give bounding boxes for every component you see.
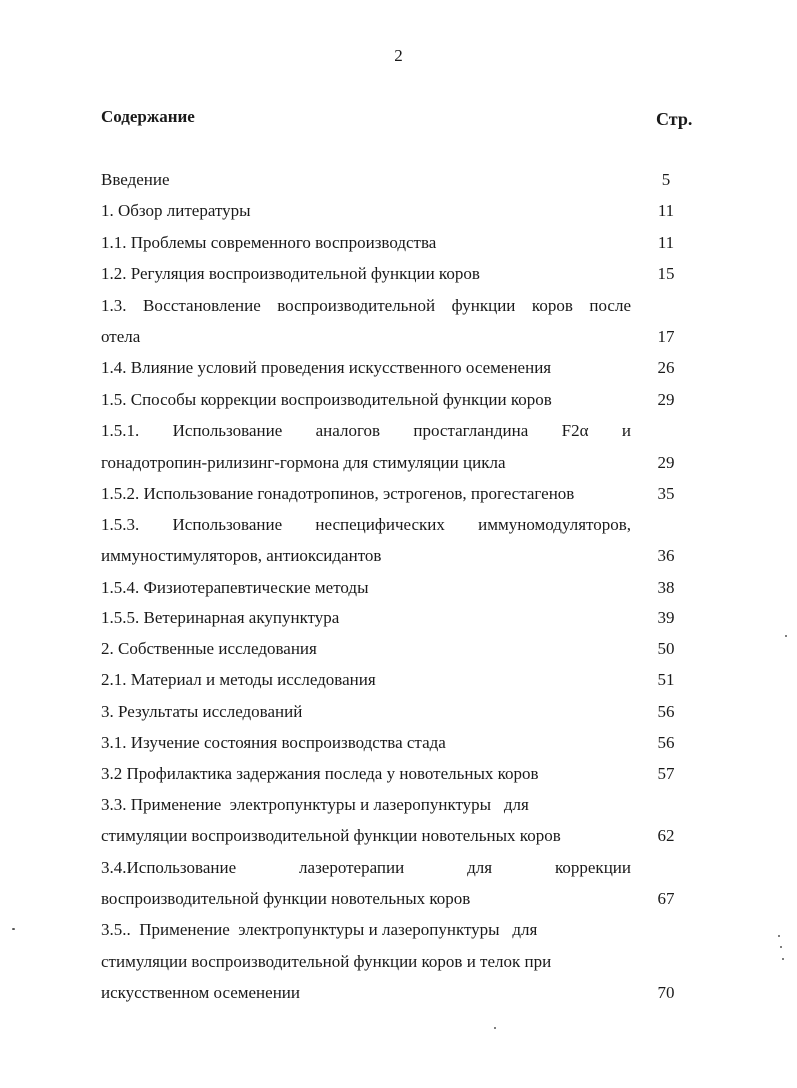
scan-speck — [12, 928, 15, 930]
toc-entry-page: 57 — [657, 764, 675, 783]
scan-speck — [494, 1027, 496, 1029]
toc-entry-page: 5 — [661, 170, 671, 189]
toc-entry-page: 51 — [657, 670, 675, 689]
toc-entry-text: 1.4. Влияние условий проведения искусственного осеменения — [101, 358, 552, 377]
toc-entry-page: 70 — [657, 983, 675, 1002]
toc-entry-page: 50 — [657, 639, 675, 658]
toc-entry-text: 1.5.4. Физиотерапевтические методы — [101, 578, 369, 597]
toc-entry-text: искусственном осеменении — [101, 983, 300, 1002]
toc-entry-text: 3.1. Изучение состояния воспроизводства стада — [101, 733, 446, 752]
toc-entry-text: Введение — [101, 170, 170, 189]
toc-entry-page: 67 — [657, 889, 675, 908]
toc-entry-text: стимуляции воспроизводительной функции новотельных коров — [101, 826, 561, 845]
toc-entry-text: стимуляции воспроизводительной функции коров и телок при — [101, 952, 552, 971]
toc-entry-page: 62 — [657, 826, 675, 845]
toc-entry-text: иммуностимуляторов, антиоксидантов — [101, 546, 382, 565]
toc-entry-page: 36 — [657, 546, 675, 565]
toc-entry-page: 56 — [657, 733, 675, 752]
toc-entry-page: 29 — [657, 390, 675, 409]
toc-entry-text: 3.2 Профилактика задержания последа у новотельных коров — [101, 764, 539, 783]
toc-entry-page: 11 — [657, 233, 675, 252]
toc-entry-text: гонадотропин-рилизинг-гормона для стимуляции цикла — [101, 453, 506, 472]
toc-entry-page: 35 — [657, 484, 675, 503]
toc-entry-text: 2.1. Материал и методы исследования — [101, 670, 376, 689]
page-number: 2 — [394, 46, 403, 65]
toc-entry-text: 3.5.. Применение электропунктуры и лазеропунктуры для — [101, 920, 538, 939]
toc-entry-text: 1.5. Способы коррекции воспроизводительной функции коров — [101, 390, 552, 409]
scan-speck — [782, 958, 784, 960]
toc-entry-text: 3. Результаты исследований — [101, 702, 303, 721]
toc-entry-page: 15 — [657, 264, 675, 283]
toc-entry-text: 2. Собственные исследования — [101, 639, 317, 658]
toc-entry-text: 1.5.5. Ветеринарная акупунктура — [101, 608, 340, 627]
toc-entry-page: 11 — [657, 201, 675, 220]
toc-entry-page: 29 — [657, 453, 675, 472]
toc-title: Содержание — [101, 107, 195, 126]
toc-entry-text: 3.4.Использование лазеротерапии для коррекции — [101, 858, 631, 877]
page-column-title: Стр. — [656, 109, 693, 129]
toc-entry-page: 26 — [657, 358, 675, 377]
toc-entry-text: 1.5.1. Использование аналогов простагландина F2α и — [101, 421, 631, 440]
toc-entry-page: 39 — [657, 608, 675, 627]
toc-entry-page: 17 — [657, 327, 675, 346]
toc-entry-page: 38 — [657, 578, 675, 597]
scan-speck — [780, 946, 782, 948]
scan-speck — [785, 635, 787, 637]
toc-entry-text: 1.3. Восстановление воспроизводительной функции коров после — [101, 296, 631, 315]
toc-entry-page: 56 — [657, 702, 675, 721]
toc-entry-text: отела — [101, 327, 141, 346]
toc-entry-text: 1. Обзор литературы — [101, 201, 251, 220]
toc-entry-text: 1.1. Проблемы современного воспроизводства — [101, 233, 437, 252]
scan-speck — [778, 935, 780, 937]
toc-entry-text: воспроизводительной функции новотельных коров — [101, 889, 471, 908]
toc-entry-text: 1.5.2. Использование гонадотропинов, эстрогенов, прогестагенов — [101, 484, 575, 503]
toc-entry-text: 1.5.3. Использование неспецифических иммуномодуляторов, — [101, 515, 631, 534]
toc-entry-text: 3.3. Применение электропунктуры и лазеропунктуры для — [101, 795, 529, 814]
toc-entry-text: 1.2. Регуляция воспроизводительной функции коров — [101, 264, 480, 283]
